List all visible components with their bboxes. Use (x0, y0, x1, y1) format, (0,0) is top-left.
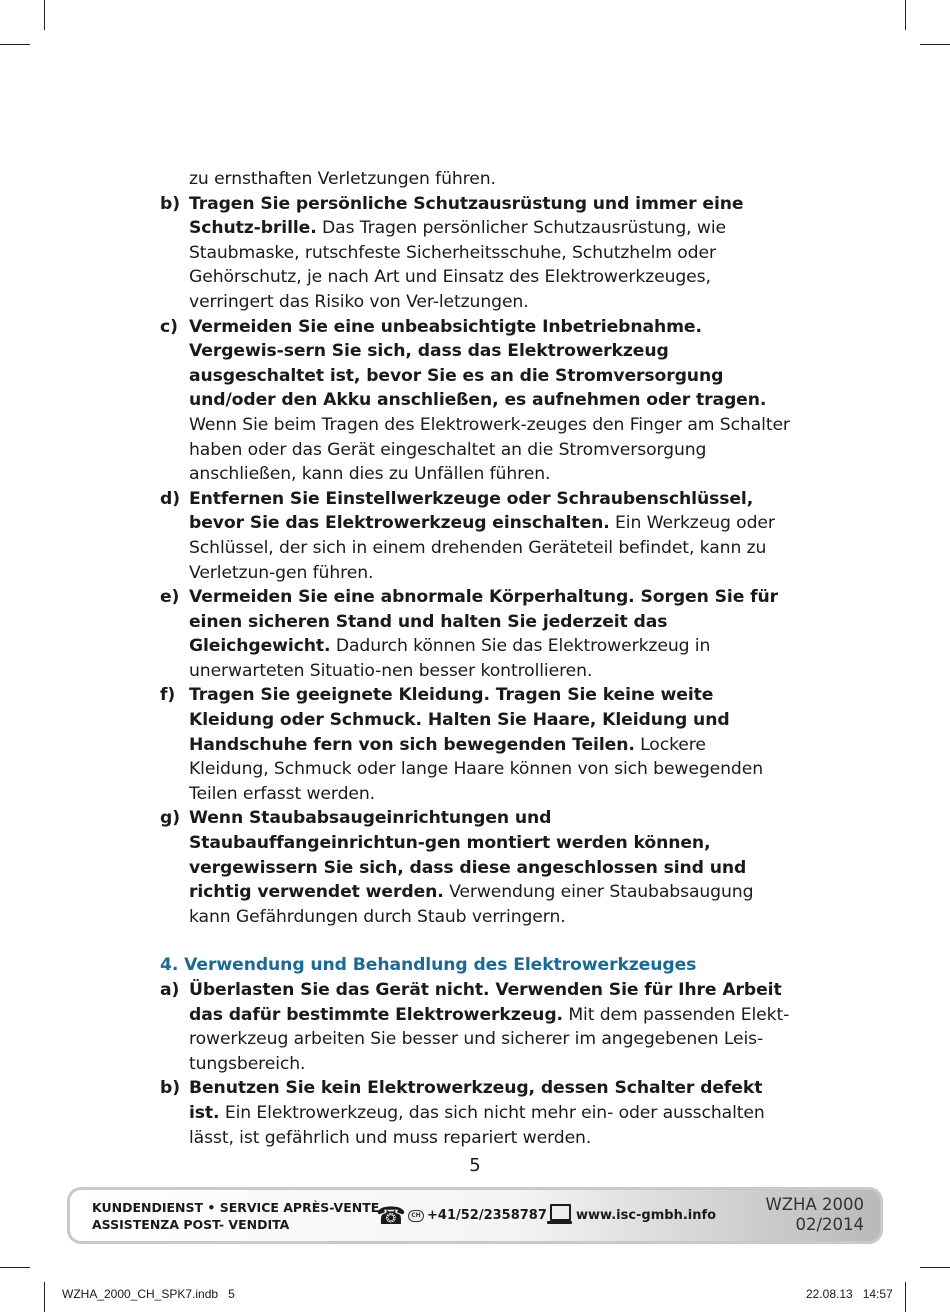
list-item-text: Ein Elektrowerkzeug, das sich nicht mehr ein- oder ausschalten lässt, ist gefährlich und muss repariert werden. (189, 1102, 765, 1148)
list-item-label: b) (160, 193, 180, 214)
list-item (160, 806, 790, 929)
footer-bar (67, 1187, 883, 1244)
service-label (92, 1199, 379, 1233)
document-body (160, 167, 790, 1150)
safety-list (160, 192, 790, 930)
list-item-heading: Tragen Sie geeignete Kleidung. Tragen Sie keine weite Kleidung oder Schmuck. Halten Sie Haare, Kleidung und Handschuhe fern von sich bewegenden Teilen. (189, 685, 730, 755)
crop-mark (0, 1267, 30, 1268)
list-item (160, 978, 790, 1076)
list-item-heading: Entfernen Sie Einstellwerkzeuge oder Schraubenschlüssel, bevor Sie das Elektrowerkzeug einschalten. (189, 488, 754, 534)
crop-mark (44, 1282, 45, 1312)
list-item-label: b) (160, 1078, 180, 1099)
print-slug-file: WZHA_2000_CH_SPK7.indb 5 (62, 1287, 235, 1301)
list-item-heading: Wenn Staubabsaugeinrichtungen und Staubauffangeinrichtun-gen montiert werden können, vergewissern Sie sich, dass diese angeschlossen sind und richtig verwendet werden. (189, 808, 747, 903)
list-item (160, 683, 790, 806)
list-item-label: c) (160, 316, 178, 337)
website-link[interactable]: www.isc-gmbh.info (576, 1208, 717, 1223)
list-item-label: f) (160, 685, 176, 706)
list-item-heading: Vermeiden Sie eine abnormale Körperhaltung. Sorgen Sie für einen sicheren Stand und halten Sie jederzeit das Gleichgewicht. (189, 587, 779, 657)
laptop-icon (547, 1204, 573, 1226)
crop-mark (905, 1282, 906, 1312)
list-item-text: Mit dem passenden Elekt-rowerkzeug arbeiten Sie besser und sicherer im angegebenen Leis-tungsbereich. (189, 1004, 790, 1074)
list-item-label: a) (160, 980, 180, 1000)
list-item-label: e) (160, 587, 180, 608)
phone-number: +41/52/2358787 (427, 1208, 547, 1223)
list-item-text: Das Tragen persönlicher Schutzausrüstung, wie Staubmaske, rutschfeste Sicherheitsschuhe, Schutzhelm oder Gehörschutz, je nach Art und Einsatz des Elektrowerkzeuges, verringert das Risiko von Ver-letzungen. (189, 218, 726, 312)
list-item (160, 487, 790, 585)
list-item (160, 315, 790, 487)
page-number: 5 (469, 1155, 481, 1176)
list-item-heading: Überlasten Sie das Gerät nicht. Verwenden Sie für Ihre Arbeit das dafür bestimmte Elektrowerkzeug. (189, 980, 782, 1025)
intro-line: zu ernsthaften Verletzungen führen. (189, 169, 496, 189)
crop-mark (44, 0, 45, 30)
model-info (765, 1195, 864, 1235)
list-item (160, 585, 790, 683)
country-badge: CH (408, 1210, 424, 1222)
crop-mark (0, 44, 30, 45)
model-name: WZHA 2000 (765, 1195, 864, 1214)
model-date: 02/2014 (795, 1215, 864, 1234)
crop-mark (905, 0, 906, 30)
list-item (160, 1076, 790, 1150)
list-item-text: Dadurch können Sie das Elektrowerkzeug in unerwarteten Situatio-nen besser kontrollieren. (189, 636, 711, 681)
service-line-2: ASSISTENZA POST- VENDITA (92, 1217, 290, 1232)
service-line-1: KUNDENDIENST • SERVICE APRÈS-VENTE (92, 1200, 380, 1215)
section-title: 4. Verwendung und Behandlung des Elektrowerkzeuges (160, 955, 697, 976)
list-item-heading: Benutzen Sie kein Elektrowerkzeug, dessen Schalter defekt ist. (189, 1078, 763, 1123)
crop-mark (920, 1267, 950, 1268)
list-item (160, 192, 790, 315)
list-item-text: Verwendung einer Staubabsaugung kann Gefährdungen durch Staub verringern. (189, 882, 754, 927)
print-slug-timestamp: 22.08.13 14:57 (806, 1287, 893, 1301)
section-list (160, 978, 790, 1150)
list-item-text: Wenn Sie beim Tragen des Elektrowerk-zeuges den Finger am Schalter haben oder das Gerät eingeschaltet an die Stromversorgung anschließen, kann dies zu Unfällen führen. (189, 414, 790, 485)
list-item-heading: Tragen Sie persönliche Schutzausrüstung und immer eine Schutz-brille. (189, 193, 744, 239)
list-item-text: Lockere Kleidung, Schmuck oder lange Haare können von sich bewegenden Teilen erfasst werden. (189, 734, 764, 804)
list-item-heading: Vermeiden Sie eine unbeabsichtigte Inbetriebnahme. Vergewis-sern Sie sich, dass das Elektrowerkzeug ausgeschaltet ist, bevor Sie es an die Stromversorgung und/oder den Akku anschließen, es aufnehmen oder tragen. (189, 316, 767, 411)
list-item-label: d) (160, 488, 180, 509)
list-item-label: g) (160, 808, 180, 829)
list-item-text: Ein Werkzeug oder Schlüssel, der sich in einem drehenden Geräteteil befindet, kann zu Verletzun-gen führen. (189, 513, 775, 583)
phone-icon: ☎ (376, 1202, 406, 1230)
crop-mark (920, 44, 950, 45)
